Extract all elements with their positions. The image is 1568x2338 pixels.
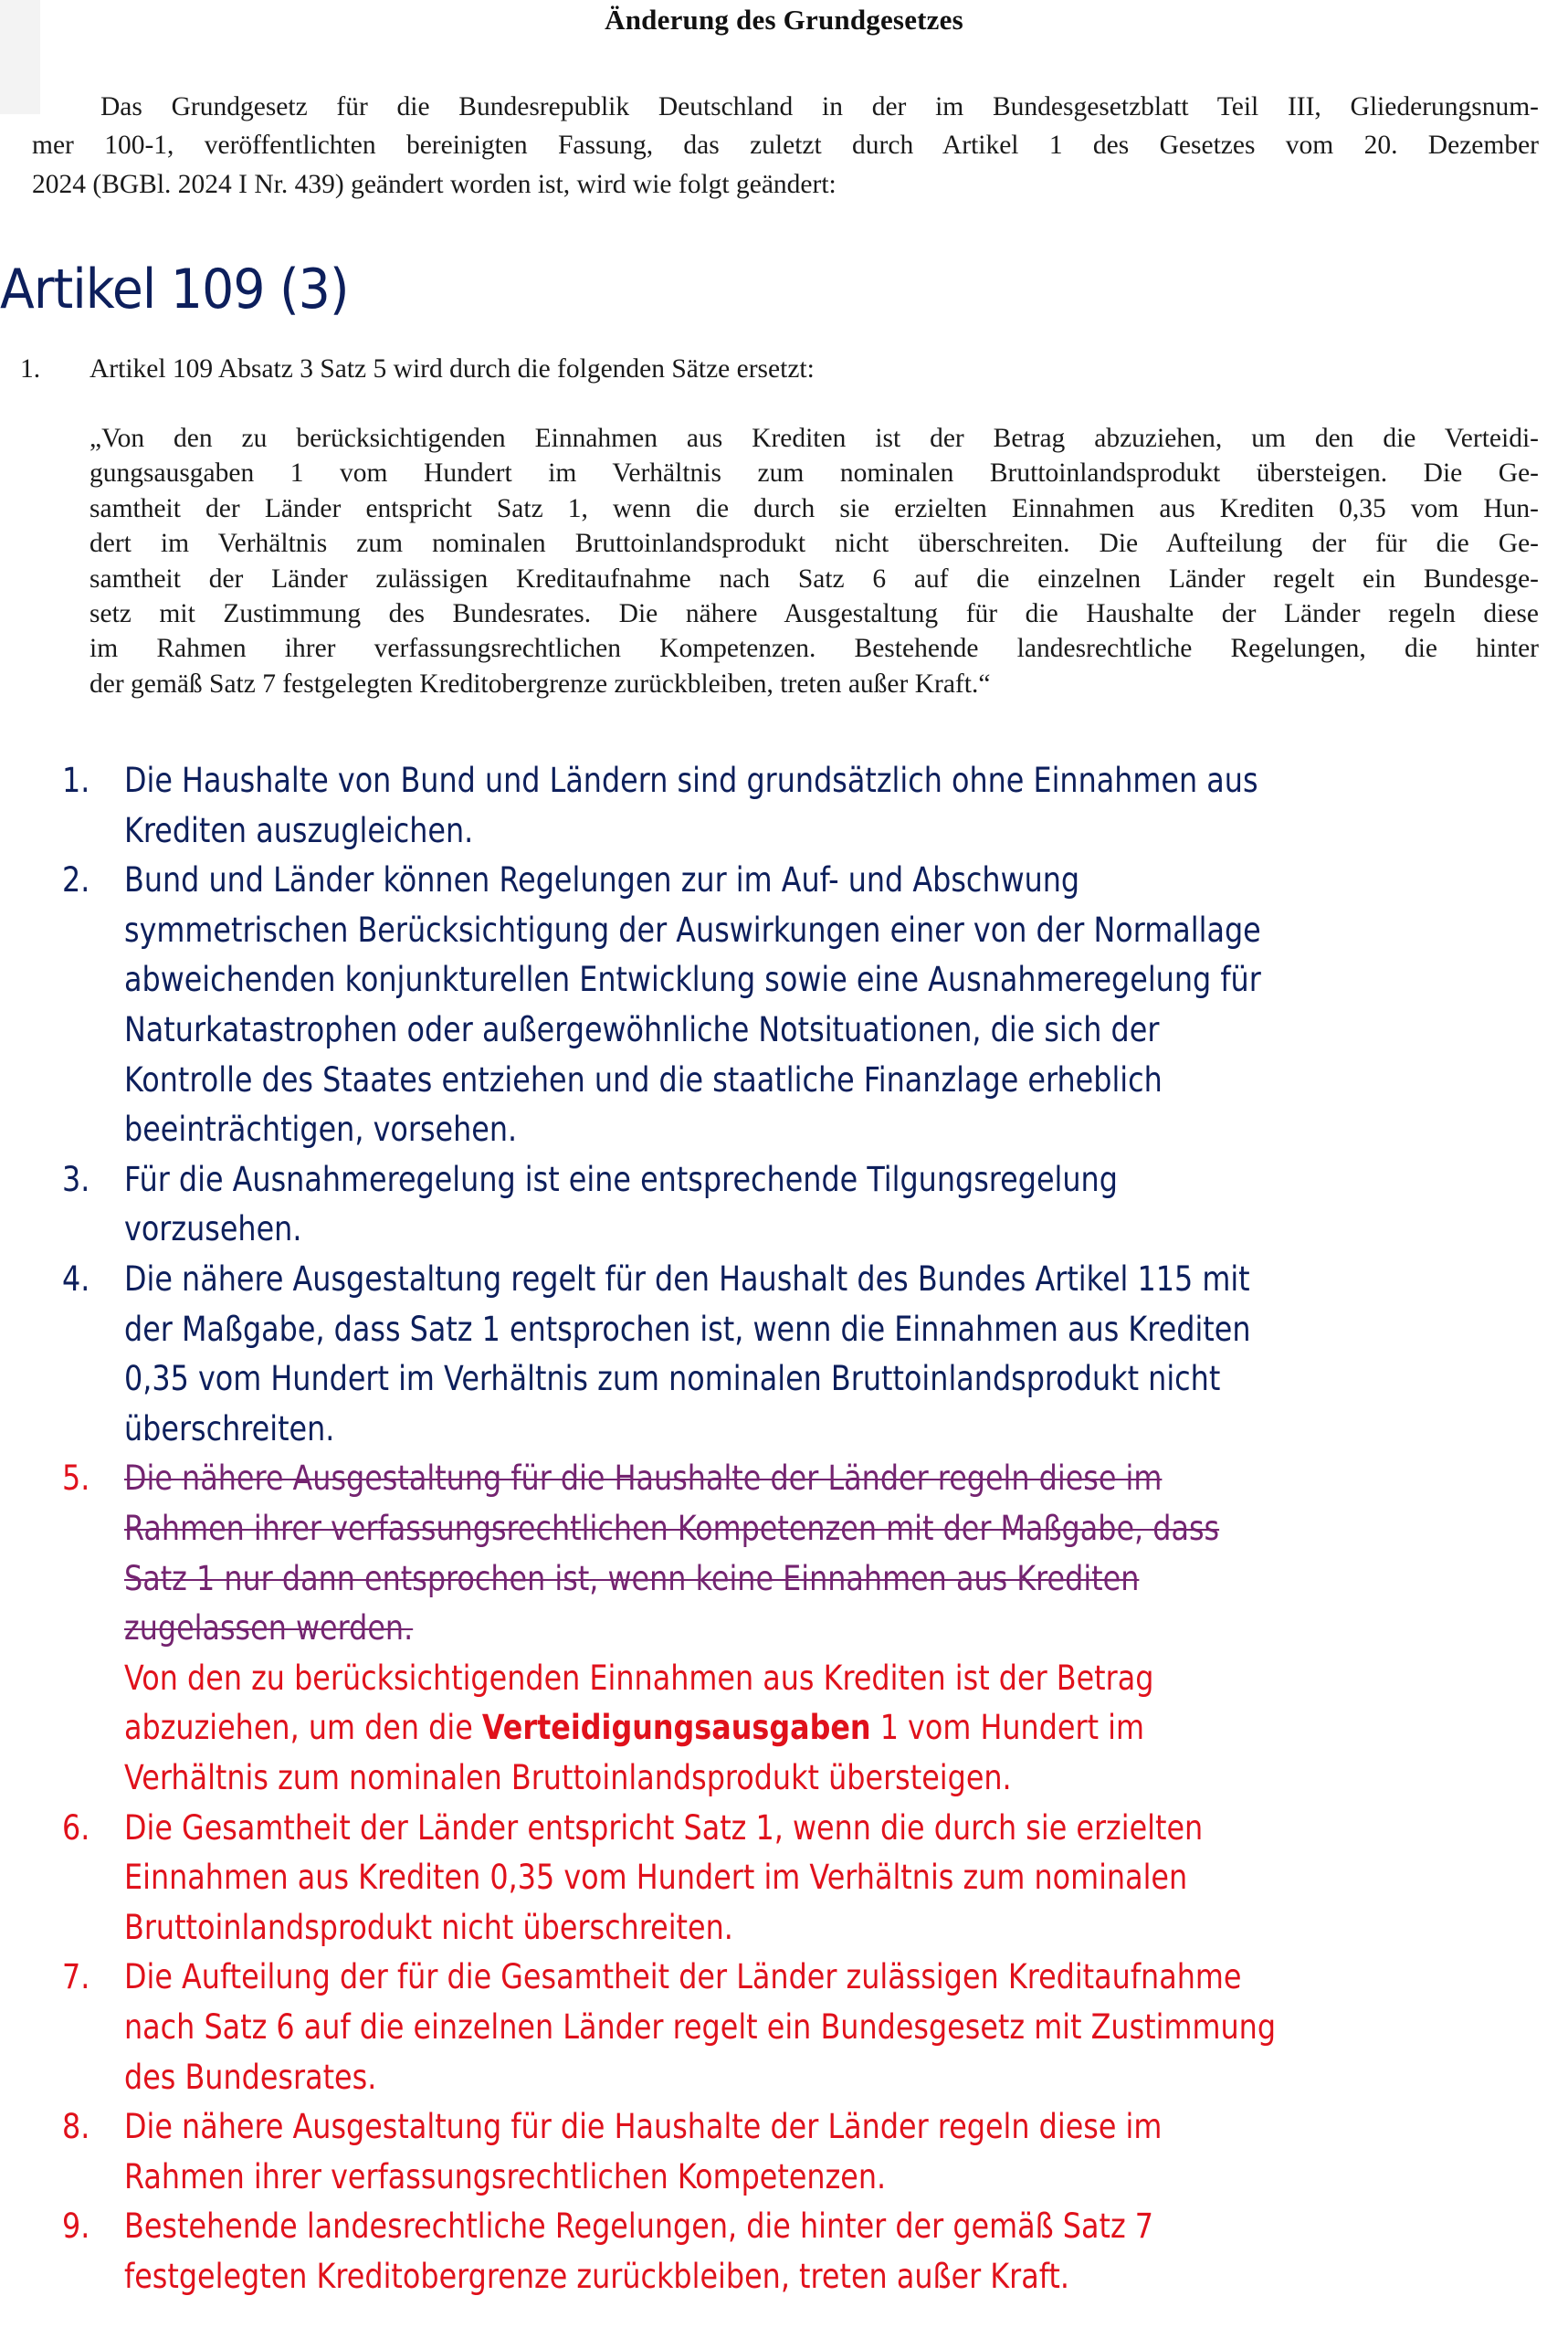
sentence-line: festgelegten Kreditobergrenze zurückbleiben, treten außer Kraft. xyxy=(124,2257,1069,2296)
sentence-line: Rahmen ihrer verfassungsrechtlichen Kompetenzen. xyxy=(124,2156,887,2196)
sentence-line: Die nähere Ausgestaltung für die Haushalte der Länder regeln diese im xyxy=(124,2107,1163,2147)
sentence-line: Bruttoinlandsprodukt nicht überschreiten. xyxy=(124,1907,733,1947)
sentence-line: Die Aufteilung der für die Gesamtheit der Länder zulässigen Kreditaufnahme xyxy=(124,1957,1242,1997)
sentence-line: Bestehende landesrechtliche Regelungen, die hinter der gemäß Satz 7 xyxy=(124,2206,1154,2247)
sentence-line: Kontrolle des Staates entziehen und die staatliche Finanzlage erheblich xyxy=(124,1059,1163,1100)
sentence-line: Naturkatastrophen oder außergewöhnliche Notsituationen, die sich der xyxy=(124,1010,1160,1049)
quote-line: samtheit der Länder entspricht Satz 1, wenn die durch sie erzielten Einnahmen aus Krediten 0,35 vom Hun- xyxy=(89,493,1539,523)
quote-line: der gemäß Satz 7 festgelegten Kreditobergrenze zurückbleiben, treten außer Kraft.“ xyxy=(89,669,991,699)
deleted-text-line: Die nähere Ausgestaltung für die Haushalte der Länder regeln diese im xyxy=(124,1459,1163,1499)
deleted-text-line: Rahmen ihrer verfassungsrechtlichen Kompetenzen mit der Maßgabe, dass xyxy=(124,1509,1220,1548)
sentence-number: 4. xyxy=(62,1259,90,1299)
sentence-line: Die Gesamtheit der Länder entspricht Satz 1, wenn die durch sie erzielten xyxy=(124,1807,1204,1848)
sentence-line: der Maßgabe, dass Satz 1 entsprochen ist, wenn die Einnahmen aus Krediten xyxy=(124,1309,1251,1349)
sentence-line: Die Haushalte von Bund und Ländern sind grundsätzlich ohne Einnahmen aus xyxy=(124,761,1258,800)
quote-line: gungsausgaben 1 vom Hundert im Verhältnis zum nominalen Bruttoinlandsprodukt übersteigen. Die Ge- xyxy=(89,458,1539,489)
sentence-line: abweichenden konjunkturellen Entwicklung sowie eine Ausnahmeregelung für xyxy=(124,960,1261,1000)
sentence-number: 3. xyxy=(62,1159,90,1199)
sentence-line: symmetrischen Berücksichtigung der Auswirkungen einer von der Normallage xyxy=(124,910,1261,950)
article-heading: Artikel 109 (3) xyxy=(0,258,349,321)
sentence-line: beeinträchtigen, vorsehen. xyxy=(124,1110,518,1150)
sentence-line: vorzusehen. xyxy=(124,1209,302,1249)
deleted-text-line: Satz 1 nur dann entsprochen ist, wenn keine Einnahmen aus Krediten xyxy=(124,1558,1140,1598)
quote-line: dert im Verhältnis zum nominalen Bruttoinlandsprodukt nicht überschreiten. Die Aufteilung der für die Ge- xyxy=(89,529,1539,559)
inserted-text-line xyxy=(124,1656,1153,1701)
quote-line: „Von den zu berücksichtigenden Einnahmen aus Krediten ist der Betrag abzuziehen, um den die Verteidi- xyxy=(89,424,1539,453)
inserted-text: Von den zu berücksichtigenden Einnahmen aus Krediten ist der Betrag xyxy=(124,1658,1154,1698)
quote-line: im Rahmen ihrer verfassungsrechtlichen Kompetenzen. Bestehende landesrechtliche Regelungen, die hinter xyxy=(89,634,1539,664)
intro-line: mer 100-1, veröffentlichten bereinigten Fassung, das zuletzt durch Artikel 1 des Gesetzes vom 20. Dezember xyxy=(32,131,1539,160)
inserted-text-line xyxy=(124,1705,1144,1751)
sentence-line: des Bundesrates. xyxy=(124,2057,377,2097)
amendment-number: 1. xyxy=(20,354,41,384)
sentence-line: überschreiten. xyxy=(124,1408,335,1448)
sentence-line: 0,35 vom Hundert im Verhältnis zum nominalen Bruttoinlandsprodukt nicht xyxy=(124,1359,1221,1399)
amendment-instruction: Artikel 109 Absatz 3 Satz 5 wird durch die folgenden Sätze ersetzt: xyxy=(89,354,815,384)
intro-line: Das Grundgesetz für die Bundesrepublik Deutschland in der im Bundesgesetzblatt Teil III, Gliederungsnum- xyxy=(100,92,1539,121)
sentence-number: 5. xyxy=(62,1459,90,1499)
sentence-line: Für die Ausnahmeregelung ist eine entsprechende Tilgungsregelung xyxy=(124,1159,1118,1199)
quote-line: setz mit Zustimmung des Bundesrates. Die nähere Ausgestaltung für die Haushalte der Länder regeln diese xyxy=(89,599,1539,628)
sentence-line: Einnahmen aus Krediten 0,35 vom Hundert im Verhältnis zum nominalen xyxy=(124,1858,1188,1898)
inserted-text: 1 vom Hundert im xyxy=(870,1708,1145,1748)
quote-line: samtheit der Länder zulässigen Kreditaufnahme nach Satz 6 auf die einzelnen Länder regelt ein Bundesge- xyxy=(89,563,1539,594)
deleted-text-line: zugelassen werden. xyxy=(124,1608,414,1648)
inserted-text-line xyxy=(124,1755,1012,1801)
inserted-text: Verhältnis zum nominalen Bruttoinlandsprodukt übersteigen. xyxy=(124,1758,1012,1797)
emphasis-text: Verteidigungsausgaben xyxy=(481,1708,871,1748)
sentence-number: 2. xyxy=(62,860,90,900)
sentence-number: 8. xyxy=(62,2107,90,2147)
inserted-text: abzuziehen, um den die xyxy=(124,1708,482,1748)
sentence-line: Die nähere Ausgestaltung regelt für den Haushalt des Bundes Artikel 115 mit xyxy=(124,1259,1250,1299)
sentence-line: Krediten auszugleichen. xyxy=(124,810,474,850)
sentence-number: 9. xyxy=(62,2206,90,2247)
sentence-line: Bund und Länder können Regelungen zur im Auf- und Abschwung xyxy=(124,860,1080,900)
sentence-number: 7. xyxy=(62,1957,90,1997)
sentence-line: nach Satz 6 auf die einzelnen Länder regelt ein Bundesgesetz mit Zustimmung xyxy=(124,2007,1277,2047)
document-title: Änderung des Grundgesetzes xyxy=(605,4,963,36)
sentence-number: 1. xyxy=(62,761,90,800)
sentence-number: 6. xyxy=(62,1807,90,1848)
intro-line: 2024 (BGBl. 2024 I Nr. 439) geändert worden ist, wird wie folgt geändert: xyxy=(32,170,837,199)
